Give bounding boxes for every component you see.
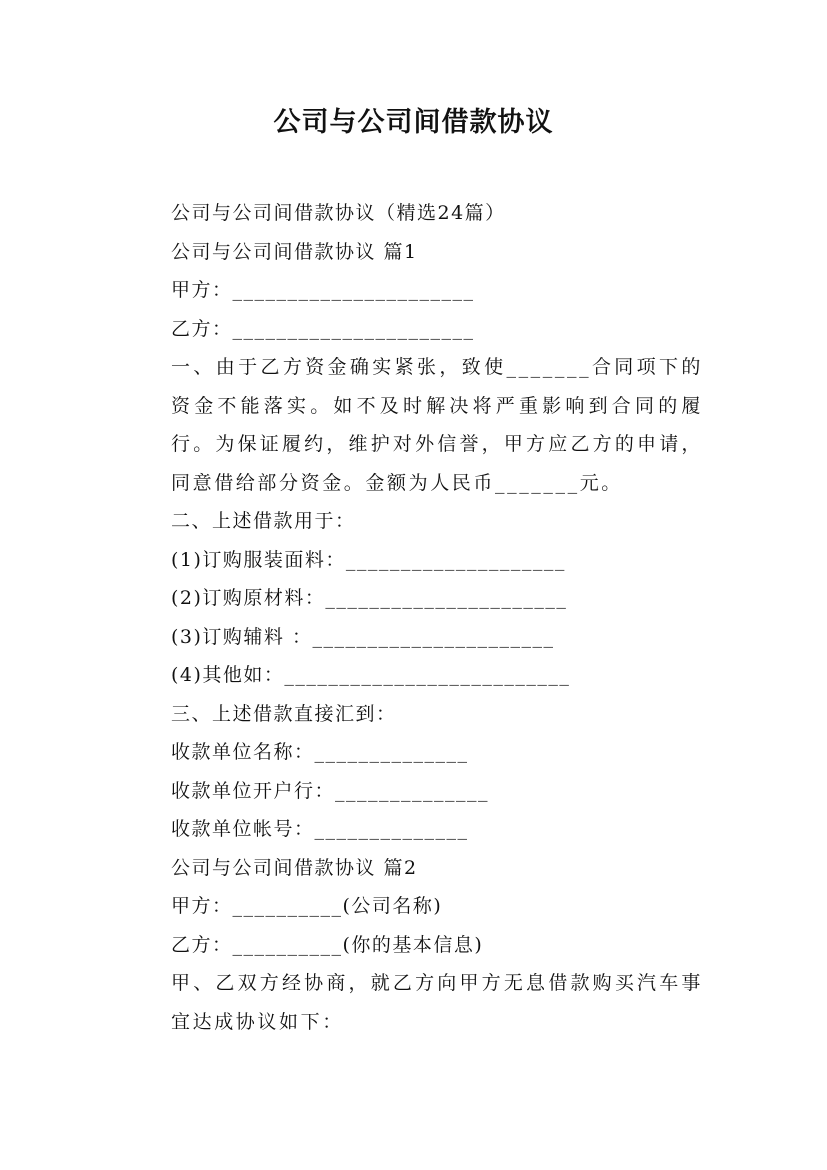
payee-account-line: 收款单位帐号：______________ — [171, 818, 469, 840]
clause-1-paragraph: 一、由于乙方资金确实紧张，致使_______合同项下的资金不能落实。如不及时解决将严重影响到合同的履行。为保证履约，维护对外信誉，甲方应乙方的申请，同意借给部分资金。金额为人民币_______元。 — [171, 356, 703, 494]
section-heading-1: 公司与公司间借款协议 篇1 — [171, 240, 418, 263]
subtitle-line: 公司与公司间借款协议（精选24篇） — [171, 202, 506, 224]
usage-item-2: (2)订购原材料：______________________ — [171, 587, 568, 609]
clause-2-heading: 二、上述借款用于： — [171, 510, 356, 532]
party-a-line: 甲方：______________________ — [171, 279, 475, 301]
usage-item-1: (1)订购服装面料：____________________ — [171, 548, 566, 571]
usage-item-3: (3)订购辅料 ：______________________ — [171, 625, 555, 648]
usage-item-4: (4)其他如：__________________________ — [171, 664, 571, 686]
party-b-line-2: 乙方：__________(你的基本信息) — [171, 933, 484, 956]
party-b-line: 乙方：______________________ — [171, 317, 475, 340]
payee-bank-line: 收款单位开户行：______________ — [171, 779, 490, 802]
document-body — [125, 194, 703, 1041]
payee-name-line: 收款单位名称：______________ — [171, 741, 469, 763]
agreement-intro-paragraph: 甲、乙双方经协商，就乙方向甲方无息借款购买汽车事宜达成协议如下： — [171, 972, 703, 1033]
document-title: 公司与公司间借款协议 — [273, 107, 554, 138]
clause-3-heading: 三、上述借款直接汇到： — [171, 702, 397, 725]
section-heading-2: 公司与公司间借款协议 篇2 — [171, 856, 418, 879]
party-a-line-2: 甲方：__________(公司名称) — [171, 895, 443, 917]
